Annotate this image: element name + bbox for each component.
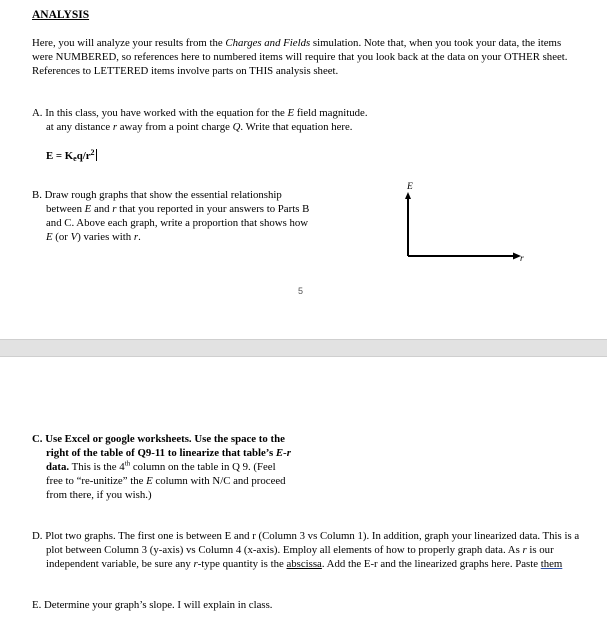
text-run: -type quantity is the [197,558,287,570]
text-run: Here, you will analyze your results from the [32,37,226,49]
text-run: E [46,231,53,243]
text-run: V [70,231,78,243]
section-heading: ANALYSIS [32,9,90,21]
text-run: . Write that equation here. [240,121,353,133]
text-run: E [84,203,92,215]
text-run: column on the table in Q 9. (Feel free to “re-unitize” the [46,461,276,487]
text-run: and [91,203,113,215]
text-run: at any distance [46,121,113,133]
page-separator [0,339,607,357]
graph-y-label: E [407,182,413,192]
text-run: them [540,558,563,570]
graph-x-label: r [520,254,524,264]
question-c [32,432,291,502]
text-run: . [138,231,141,243]
text-run: field magnitude. [294,107,368,119]
text-run: . Add the E-r and the linearized graphs here. Paste [321,558,541,570]
text-run: Charges and Fields [225,37,311,49]
text-run: r [112,203,117,215]
text-run: B. Draw rough graphs that show the essential relationship between [32,189,282,215]
text-run: is our independent variable, be sure any [46,544,554,570]
text-run: Q [232,121,241,133]
text-run: th [124,459,131,468]
text-cursor [96,149,97,161]
text-run: r [133,231,139,243]
text-run: A. In this class, you have worked with the equation for the [32,107,288,119]
text-run: column with N/C and proceed from there, if you wish.) [46,475,286,501]
question-a-line2 [46,120,353,134]
text-run: r [193,558,198,570]
text-run: r [522,544,527,556]
text-run: E-r [275,447,291,459]
text-run: that you reported in your answers to Parts B and C. Above each graph, write a proportion that shows how [46,203,310,229]
equation-answer[interactable]: E = Keq/$r^2$ [46,148,95,163]
text-run: E [287,107,295,119]
question-b [32,188,311,244]
question-e: E. Determine your graph’s slope. I will explain in class. [32,599,273,611]
text-run: abscissa [286,558,322,570]
text-run: r [112,121,118,133]
intro-paragraph [32,36,577,78]
page-number: 5 [298,286,304,296]
text-run: This is the 4 [69,461,125,473]
text-run: ) varies with [77,231,134,243]
text-run: away from a point charge [117,121,233,133]
text-run: D. Plot two graphs. The first one is between E and r (Column 3 vs Column 1). In addition, graph your linearized data. This is a plot between Column 3 (y-axis) vs Column 4 (x-axis). Employ all elements of how to properly graph data. As [32,530,580,556]
text-run: E [146,475,153,487]
graph-axes [400,190,530,262]
y-arrow-head [405,192,411,199]
question-d [32,529,586,571]
text-run: simulation. Note that, when you took your data, the items were NUMBERED, so references here to numbered items will require that you look back at the data on your OTHER sheet. References to LETTERED items involve parts on THIS analysis sheet. [32,37,568,77]
text-run: C. Use Excel or google worksheets. Use the space to the right of the table of Q9-11 to linearize that table’s [32,433,285,459]
text-run: data. [46,461,70,473]
text-run: (or [52,231,71,243]
question-a-line1 [32,106,502,120]
